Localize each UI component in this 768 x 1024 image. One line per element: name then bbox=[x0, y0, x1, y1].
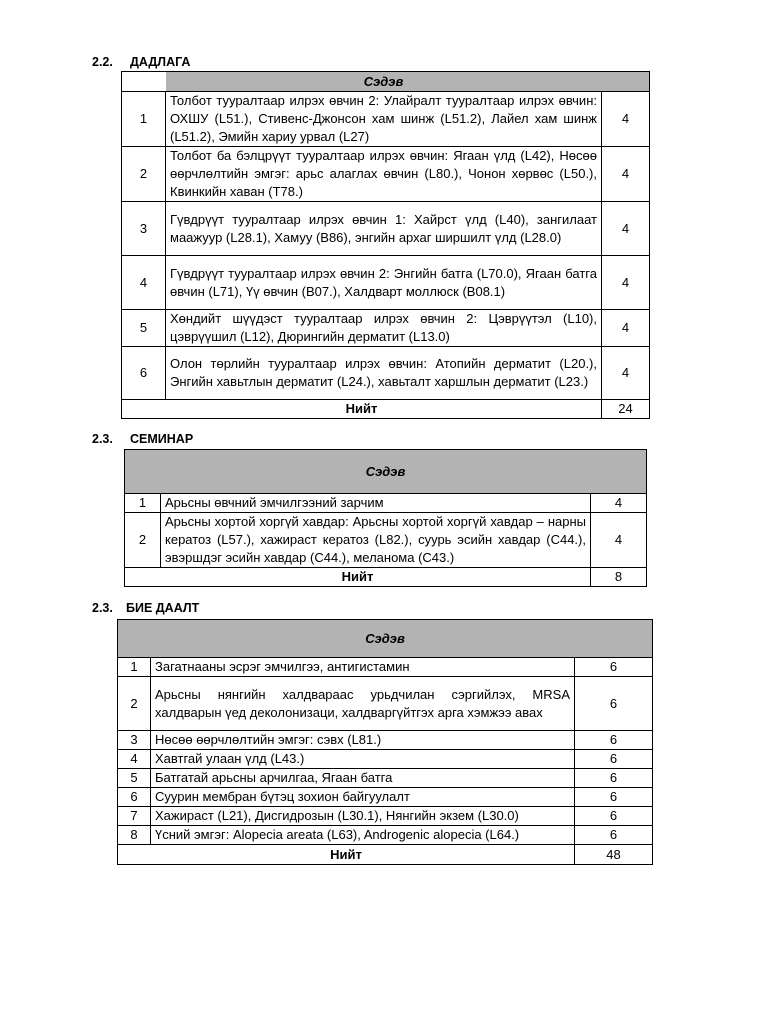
row-hours: 4 bbox=[591, 513, 647, 568]
row-hours: 4 bbox=[591, 494, 647, 513]
table-row bbox=[125, 494, 647, 513]
total-row bbox=[122, 400, 650, 419]
table-row bbox=[118, 658, 653, 677]
table-row bbox=[118, 788, 653, 807]
row-topic: Олон төрлийн тууралтаар илрэх өвчин: Атопийн дерматит (L20.), Энгийн хавьтлын дерматит (L24.), хавьталт харшлын дерматит (L23.) bbox=[166, 347, 602, 400]
total-label: Нийт bbox=[118, 845, 575, 865]
row-topic: Гүвдрүүт тууралтаар илрэх өвчин 2: Энгийн батга (L70.0), Ягаан батга өвчин (L71), Үү өвчин (B07.), Халдварт моллюск (B08.1) bbox=[166, 256, 602, 310]
row-index: 8 bbox=[118, 826, 151, 845]
section-title: СЕМИНАР bbox=[130, 432, 194, 446]
row-hours: 6 bbox=[575, 677, 653, 731]
row-hours: 4 bbox=[602, 310, 650, 347]
row-index: 7 bbox=[118, 807, 151, 826]
table-row bbox=[118, 731, 653, 750]
table-row bbox=[125, 513, 647, 568]
table-row bbox=[118, 826, 653, 845]
section-number: 2.3. bbox=[92, 601, 113, 615]
total-row bbox=[118, 845, 653, 865]
row-topic: Суурин мембран бүтэц зохион байгуулалт bbox=[151, 788, 575, 807]
row-topic: Хөндийт шүүдэст тууралтаар илрэх өвчин 2: Цэврүүтэл (L10), цэврүүшил (L12), Дюрингийн дерматит (L13.0) bbox=[166, 310, 602, 347]
row-topic: Загатнааны эсрэг эмчилгээ, антигистамин bbox=[151, 658, 575, 677]
section-heading-seminar bbox=[92, 432, 193, 446]
row-topic: Нөсөө өөрчлөлтийн эмгэг: сэвх (L81.) bbox=[151, 731, 575, 750]
total-row bbox=[125, 568, 647, 587]
table-row bbox=[118, 769, 653, 788]
total-hours: 48 bbox=[575, 845, 653, 865]
row-topic: Хавтгай улаан үлд (L43.) bbox=[151, 750, 575, 769]
total-hours: 24 bbox=[602, 400, 650, 419]
practice-table bbox=[121, 71, 650, 419]
table-row bbox=[122, 202, 650, 256]
row-index: 6 bbox=[122, 347, 166, 400]
table-row bbox=[122, 92, 650, 147]
row-topic: Арьсны нянгийн халдвараас урьдчилан сэргийлэх, MRSA халдварын үед деколонизаци, халдваргүйтгэх арга хэмжээ авах bbox=[151, 677, 575, 731]
row-topic: Үсний эмгэг: Alopecia areata (L63), Androgenic alopecia (L64.) bbox=[151, 826, 575, 845]
row-index: 5 bbox=[122, 310, 166, 347]
row-topic: Гүвдрүүт тууралтаар илрэх өвчин 1: Хайрст үлд (L40), зангилаат маажуур (L28.1), Хамуу (B86), энгийн архаг ширшилт үлд (L28.0) bbox=[166, 202, 602, 256]
row-index: 2 bbox=[125, 513, 161, 568]
row-index: 4 bbox=[118, 750, 151, 769]
row-topic: Толбот тууралтаар илрэх өвчин 2: Улайралт тууралтаар илрэх өвчин: ОХШУ (L51.), Стивенс-Джонсон хам шинж (L51.2), Лайел хам шинж (L51.2), Эмийн хариу урвал (L27) bbox=[166, 92, 602, 147]
row-index: 5 bbox=[118, 769, 151, 788]
row-hours: 6 bbox=[575, 826, 653, 845]
row-index: 4 bbox=[122, 256, 166, 310]
row-index: 3 bbox=[118, 731, 151, 750]
row-index: 1 bbox=[122, 92, 166, 147]
row-topic: Толбот ба бэлцрүүт тууралтаар илрэх өвчин: Ягаан үлд (L42), Нөсөө өөрчлөлтийн эмгэг: арьс алаглах өвчин (L80.), Чонон хөрвөс (L50.), Квинкийн хаван (T78.) bbox=[166, 147, 602, 202]
row-index: 1 bbox=[125, 494, 161, 513]
row-hours: 6 bbox=[575, 807, 653, 826]
total-hours: 8 bbox=[591, 568, 647, 587]
table-header-topic: Сэдэв bbox=[125, 450, 647, 494]
table-row bbox=[122, 147, 650, 202]
table-header-topic: Сэдэв bbox=[166, 72, 602, 92]
row-hours: 4 bbox=[602, 202, 650, 256]
row-hours: 4 bbox=[602, 147, 650, 202]
row-index: 3 bbox=[122, 202, 166, 256]
seminar-table bbox=[124, 449, 647, 587]
table-row bbox=[118, 807, 653, 826]
table-row bbox=[118, 750, 653, 769]
section-number: 2.3. bbox=[92, 432, 113, 446]
row-index: 1 bbox=[118, 658, 151, 677]
row-hours: 6 bbox=[575, 658, 653, 677]
row-index: 6 bbox=[118, 788, 151, 807]
row-index: 2 bbox=[122, 147, 166, 202]
section-heading-practice bbox=[92, 55, 190, 69]
row-hours: 6 bbox=[575, 750, 653, 769]
table-row bbox=[122, 256, 650, 310]
row-index: 2 bbox=[118, 677, 151, 731]
total-label: Нийт bbox=[125, 568, 591, 587]
row-hours: 4 bbox=[602, 256, 650, 310]
row-topic: Батгатай арьсны арчилгаа, Ягаан батга bbox=[151, 769, 575, 788]
total-label: Нийт bbox=[122, 400, 602, 419]
row-topic: Арьсны хортой хоргүй хавдар: Арьсны хортой хоргүй хавдар – нарны кератоз (L57.), хажираст кератоз (L82.), суурь эсийн хавдар (C44.), эвэршдэг эсийн хавдар (C44.), меланома (C43.) bbox=[161, 513, 591, 568]
row-hours: 6 bbox=[575, 769, 653, 788]
section-title: БИЕ ДААЛТ bbox=[126, 601, 200, 615]
section-number: 2.2. bbox=[92, 55, 113, 69]
section-heading-self-study bbox=[92, 601, 199, 615]
table-row bbox=[122, 347, 650, 400]
section-title: ДАДЛАГА bbox=[130, 55, 191, 69]
row-topic: Арьсны өвчний эмчилгээний зарчим bbox=[161, 494, 591, 513]
table-row bbox=[122, 310, 650, 347]
row-hours: 6 bbox=[575, 788, 653, 807]
table-header-hours bbox=[602, 72, 650, 92]
row-hours: 4 bbox=[602, 92, 650, 147]
self-study-table bbox=[117, 619, 653, 865]
table-header-spacer bbox=[122, 72, 166, 92]
table-header-topic: Сэдэв bbox=[118, 620, 653, 658]
row-hours: 6 bbox=[575, 731, 653, 750]
table-row bbox=[118, 677, 653, 731]
row-hours: 4 bbox=[602, 347, 650, 400]
row-topic: Хажираст (L21), Дисгидрозын (L30.1), Нянгийн экзем (L30.0) bbox=[151, 807, 575, 826]
